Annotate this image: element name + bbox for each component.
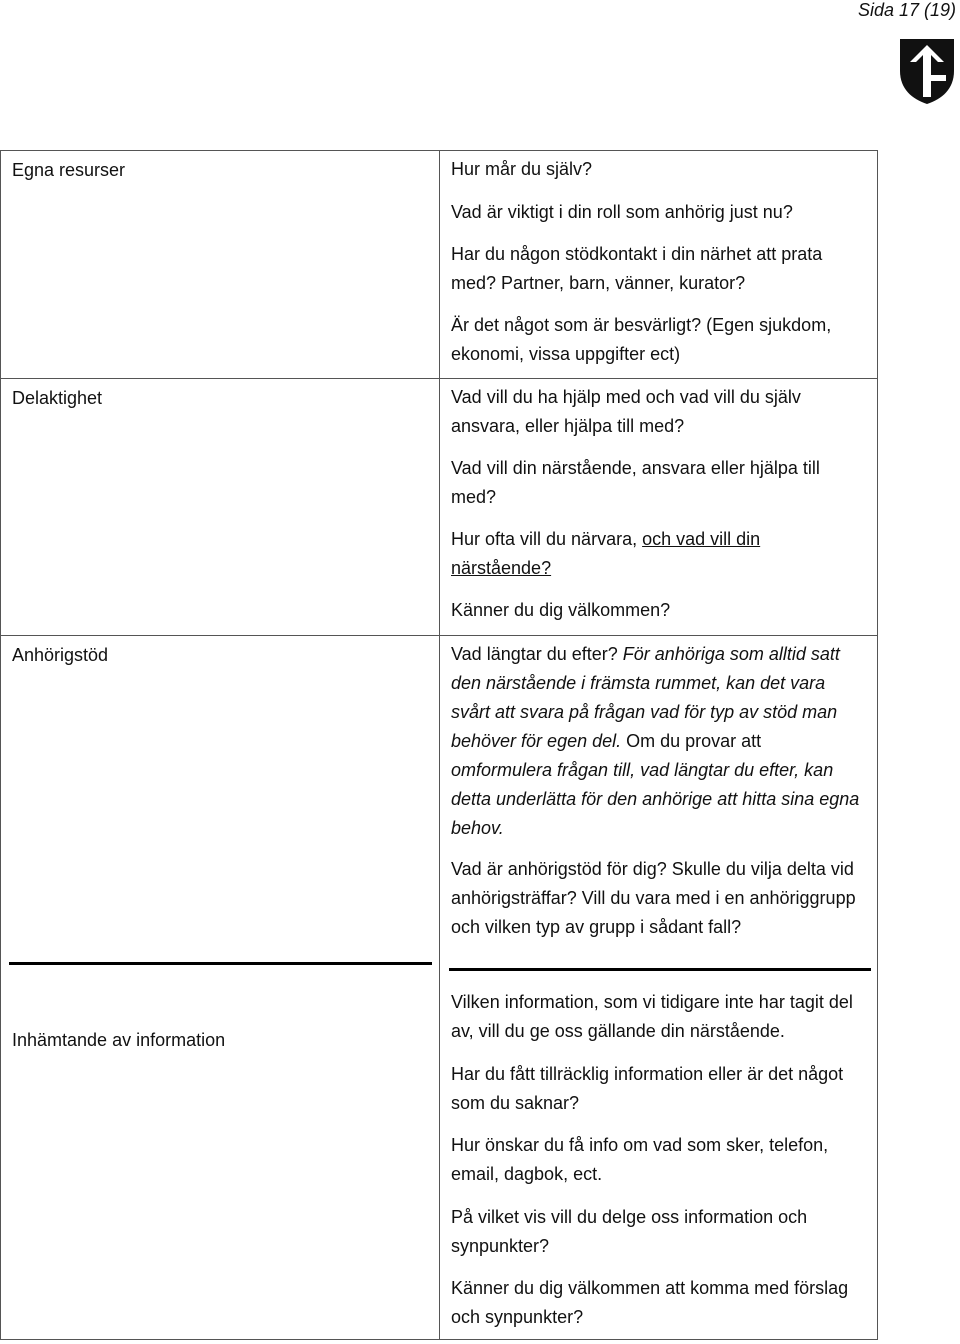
row-label-delaktighet: Delaktighet [12, 388, 103, 408]
question: På vilket vis vill du delge oss information och synpunkter? [451, 1207, 808, 1256]
row-divider [1, 378, 877, 379]
question-italic-text: omformulera frågan till, vad längtar du efter, kan detta underlätta för den anhörige att hitta sina egna behov. [451, 760, 860, 838]
question: Vad är viktigt i din roll som anhörig just nu? [451, 202, 793, 222]
row-label-inhamtande: Inhämtande av information [12, 1030, 226, 1050]
section-separator [449, 968, 871, 971]
row-label-egna-resurser: Egna resurser [12, 160, 126, 180]
question [451, 525, 861, 583]
question-text: Vad längtar du efter? [451, 644, 623, 664]
section-separator [9, 962, 432, 965]
question: Är det något som är besvärligt? (Egen sjukdom, ekonomi, vissa uppgifter ect) [451, 315, 832, 364]
question: Hur mår du själv? [451, 159, 593, 179]
question: Har du fått tillräcklig information eller är det något som du saknar? [451, 1064, 844, 1113]
question-text: Om du provar att [621, 731, 762, 751]
question: Hur önskar du få info om vad som sker, telefon, email, dagbok, ect. [451, 1135, 829, 1184]
question [451, 640, 861, 843]
page-number: Sida 17 (19) [857, 0, 956, 20]
row-divider [1, 635, 877, 636]
column-divider [439, 151, 440, 1339]
question: Har du någon stödkontakt i din närhet att prata med? Partner, barn, vänner, kurator? [451, 244, 823, 293]
question: Vad är anhörigstöd för dig? Skulle du vilja delta vid anhörigsträffar? Vill du vara med i en anhöriggrupp och vilken typ av grupp i sådant fall? [451, 859, 856, 937]
question-text: Hur ofta vill du närvara, [451, 529, 643, 549]
question: Vad vill din närstående, ansvara eller hjälpa till med? [451, 458, 820, 507]
question-italic-text: För anhöriga som alltid satt den närstående i främsta rummet, kan det vara svårt att svara på frågan vad för typ av stöd man behöver för egen del. [451, 644, 840, 751]
question-table [0, 150, 878, 1340]
question: Känner du dig välkommen? [451, 600, 671, 620]
question: Känner du dig välkommen att komma med förslag och synpunkter? [451, 1278, 849, 1327]
question: Vad vill du ha hjälp med och vad vill du själv ansvara, eller hjälpa till med? [451, 387, 801, 436]
municipal-shield-logo [898, 37, 956, 105]
question: Vilken information, som vi tidigare inte har tagit del av, vill du ge oss gällande din närstående. [451, 992, 853, 1041]
question-underlined-text: och vad vill din närstående? [451, 529, 761, 578]
row-label-anhorigstod: Anhörigstöd [12, 645, 109, 665]
